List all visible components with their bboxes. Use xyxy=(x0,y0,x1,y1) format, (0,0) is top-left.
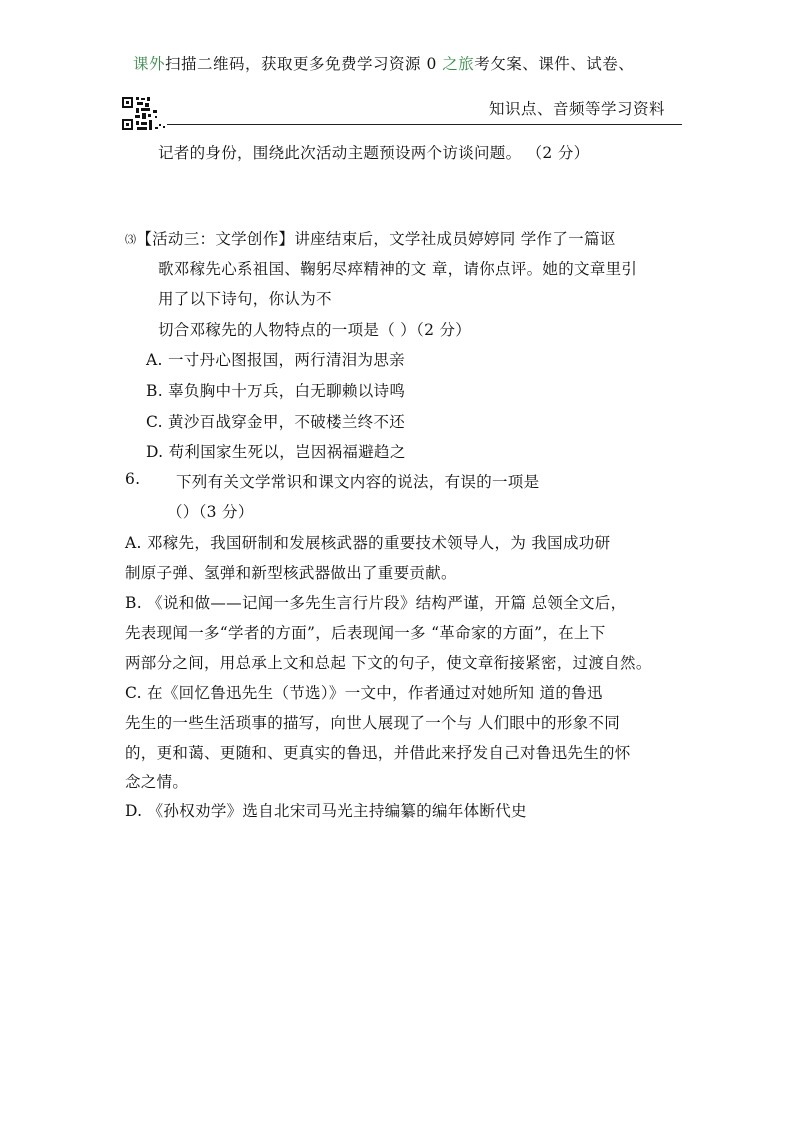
option-c: C. 黄沙百战穿金甲，不破楼兰终不还 xyxy=(146,413,406,431)
answer-a-line2: 制原子弹、氢弹和新型核武器做出了重要贡献。 xyxy=(125,564,457,582)
header-promo-line xyxy=(133,52,634,74)
header-text-b: 考攵案、课件、试卷、 xyxy=(474,55,635,73)
activity-three-line3: 用了以下诗句，你认为不 xyxy=(158,290,332,308)
header-zero: 0 xyxy=(426,55,437,73)
answer-b-line1: B. 《说和做——记闻一多先生言行片段》结构严谨，开篇 总领全文后， xyxy=(125,594,627,612)
activity-three-line2: 歌邓稼先心系祖国、鞠躬尽瘁精神的文 章，请你点评。她的文章里引 xyxy=(158,260,638,278)
header-text-a: 扫描二维码，获取更多免费学习资源 xyxy=(165,55,427,73)
answer-c-line1: C. 在《回忆鲁迅先生（节选）》一文中，作者通过对她所知 道的鲁迅 xyxy=(125,684,603,702)
option-d: D. 苟利国家生死以，岂因祸福避趋之 xyxy=(146,443,406,461)
answer-b-line3: 两部分之间，用总承上文和总起 下文的句子，使文章衔接紧密，过渡自然。 xyxy=(125,654,652,672)
header-subtitle-line: 知识点、音频等学习资料 xyxy=(489,100,666,118)
answer-d-line1: D. 《孙权劝学》选自北宋司马光主持编纂的编年体断代史 xyxy=(125,802,527,820)
answer-b-line2: 先表现闻一多“学者的方面”，后表现闻一多 “革命家的方面”，在上下 xyxy=(125,624,606,642)
header-divider xyxy=(167,124,682,125)
option-a: A. 一寸丹心图报国，两行清泪为思亲 xyxy=(146,351,405,369)
header-green-text-b: 之旅 xyxy=(436,55,475,73)
line-interview-task: 记者的身份，围绕此次活动主题预设两个访谈问题。 （2 分） xyxy=(158,144,590,162)
header-green-text-a: 课外 xyxy=(133,55,166,73)
activity-three-line1 xyxy=(125,227,616,249)
qr-code-icon xyxy=(121,96,167,132)
answer-c-line3: 的，更和蔼、更随和、更真实的鲁迅，并借此来抒发自己对鲁迅先生的怀 xyxy=(125,744,631,762)
question-6-stem: 下列有关文学常识和课文内容的说法，有误的一项是 xyxy=(176,473,540,491)
answer-c-line4: 念之情。 xyxy=(125,773,189,791)
activity-three-text: 【活动三：文学创作】讲座结束后，文学社成员婷婷同 学作了一篇讴 xyxy=(136,230,616,248)
option-b: B. 辜负胸中十万兵，白无聊赖以诗鸣 xyxy=(146,382,406,400)
question-number: ⑶ xyxy=(125,233,137,246)
question-6-number: 6. xyxy=(125,470,141,488)
answer-c-line2: 先生的一些生活琐事的描写，向世人展现了一个与 人们眼中的形象不同 xyxy=(125,714,621,732)
activity-three-line4: 切合邓稼先的人物特点的一项是（ ）（2 分） xyxy=(158,321,472,339)
question-6-score: （）（3 分） xyxy=(167,503,254,521)
answer-a-line1: A. 邓稼先，我国研制和发展核武器的重要技术领导人，为 我国成功研 xyxy=(125,534,611,552)
